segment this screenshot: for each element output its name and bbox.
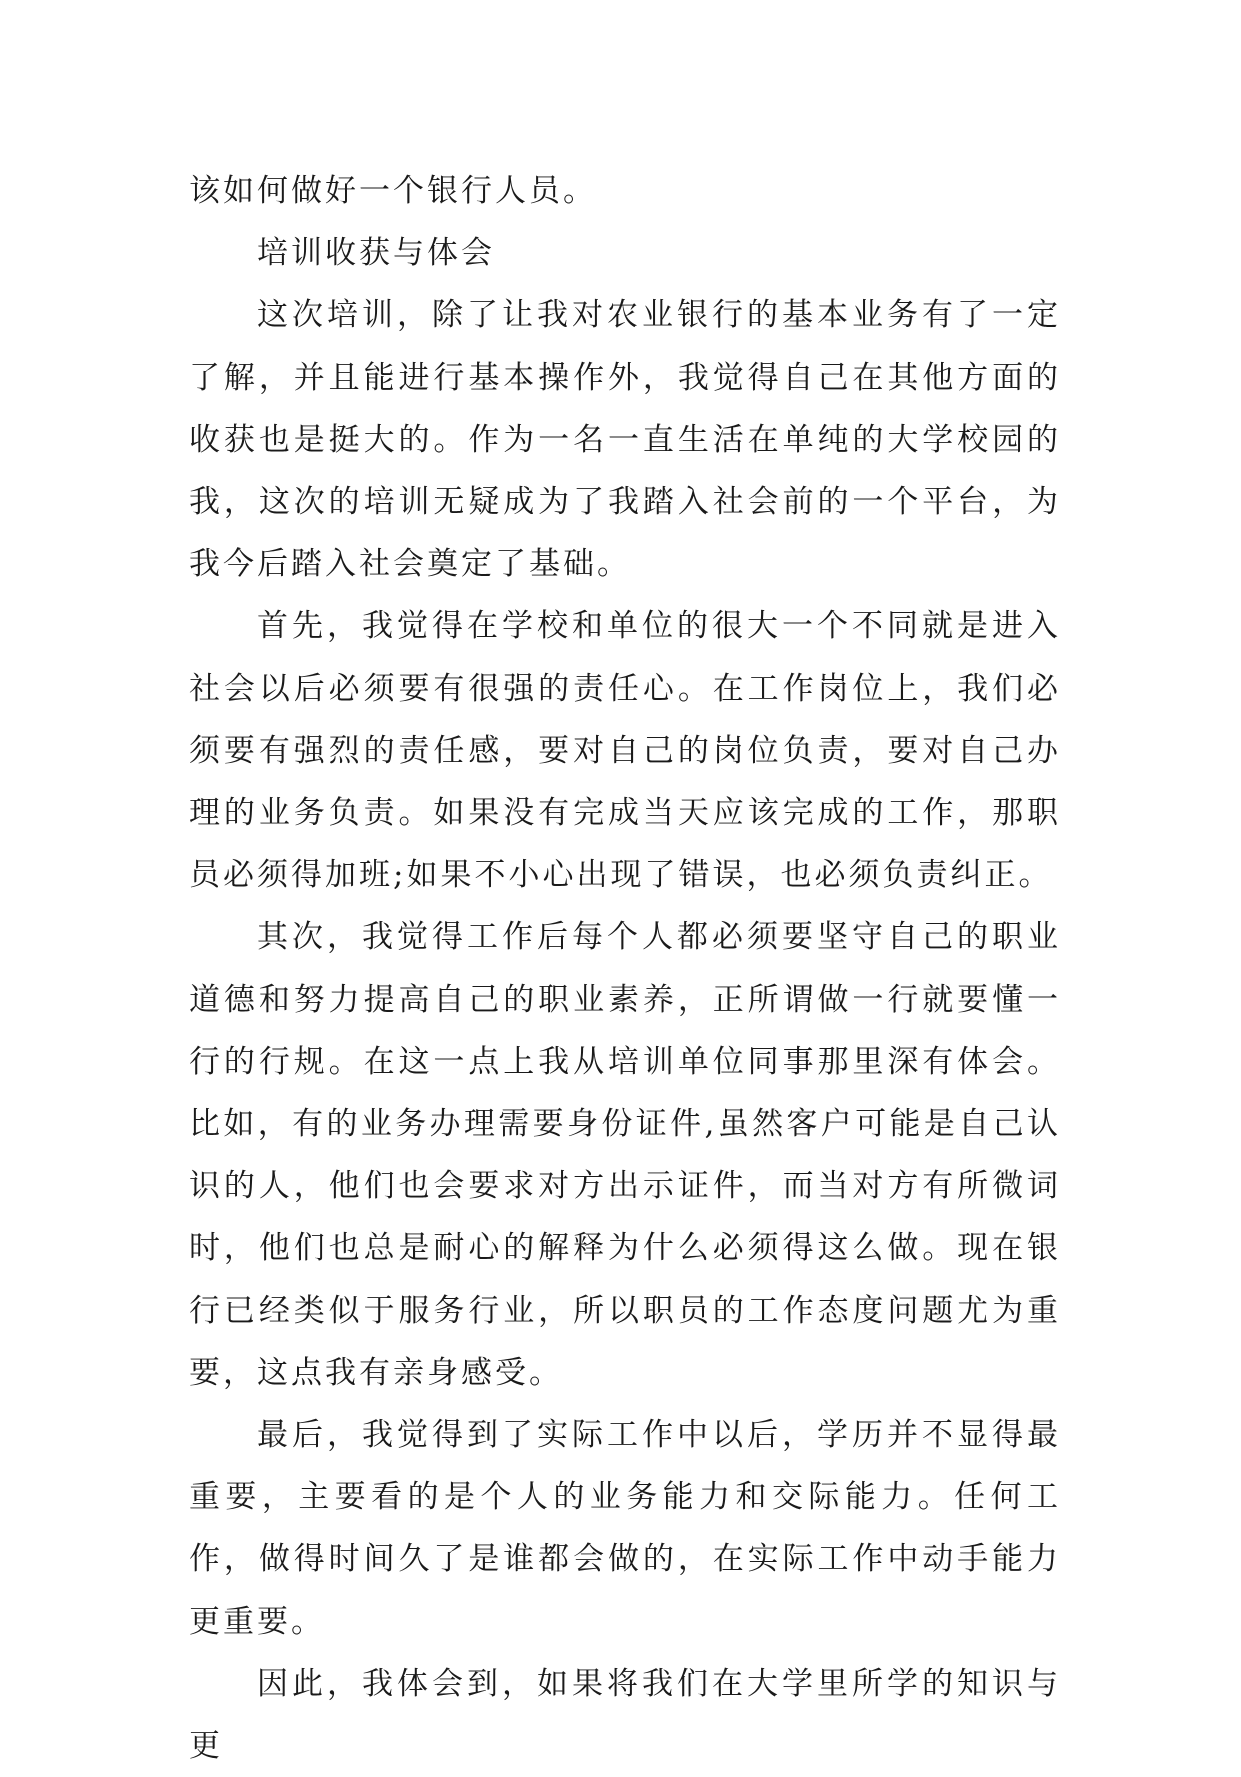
paragraph-conclusion: 因此，我体会到，如果将我们在大学里所学的知识与更	[189, 1665, 1061, 1765]
document-body	[189, 160, 1061, 1777]
paragraph-continuation: 该如何做好一个银行人员。	[189, 173, 597, 209]
paragraph-first-point: 首先，我觉得在学校和单位的很大一个不同就是进入社会以后必须要有很强的责任心。在工作岗位上，我们必须要有强烈的责任感，要对自己的岗位负责，要对自己办理的业务负责。如果没有完成当天应该完成的工作，那职员必须得加班;如果不小心出现了错误，也必须负责纠正。	[189, 608, 1061, 894]
paragraph-second-point: 其次，我觉得工作后每个人都必须要坚守自己的职业道德和努力提高自己的职业素养，正所谓做一行就要懂一行的行规。在这一点上我从培训单位同事那里深有体会。比如，有的业务办理需要身份证件,虽然客户可能是自己认识的人，他们也会要求对方出示证件，而当对方有所微词时，他们也总是耐心的解释为什么必须得这么做。现在银行已经类似于服务行业，所以职员的工作态度问题尤为重要，这点我有亲身感受。	[189, 919, 1061, 1391]
section-heading: 培训收获与体会	[257, 235, 495, 272]
paragraph-intro: 这次培训，除了让我对农业银行的基本业务有了一定了解，并且能进行基本操作外，我觉得自己在其他方面的收获也是挺大的。作为一名一直生活在单纯的大学校园的我，这次的培训无疑成为了我踏入社会前的一个平台，为我今后踏入社会奠定了基础。	[189, 297, 1061, 583]
paragraph-third-point: 最后，我觉得到了实际工作中以后，学历并不显得最重要，主要看的是个人的业务能力和交际能力。任何工作，做得时间久了是谁都会做的，在实际工作中动手能力更重要。	[189, 1417, 1061, 1640]
